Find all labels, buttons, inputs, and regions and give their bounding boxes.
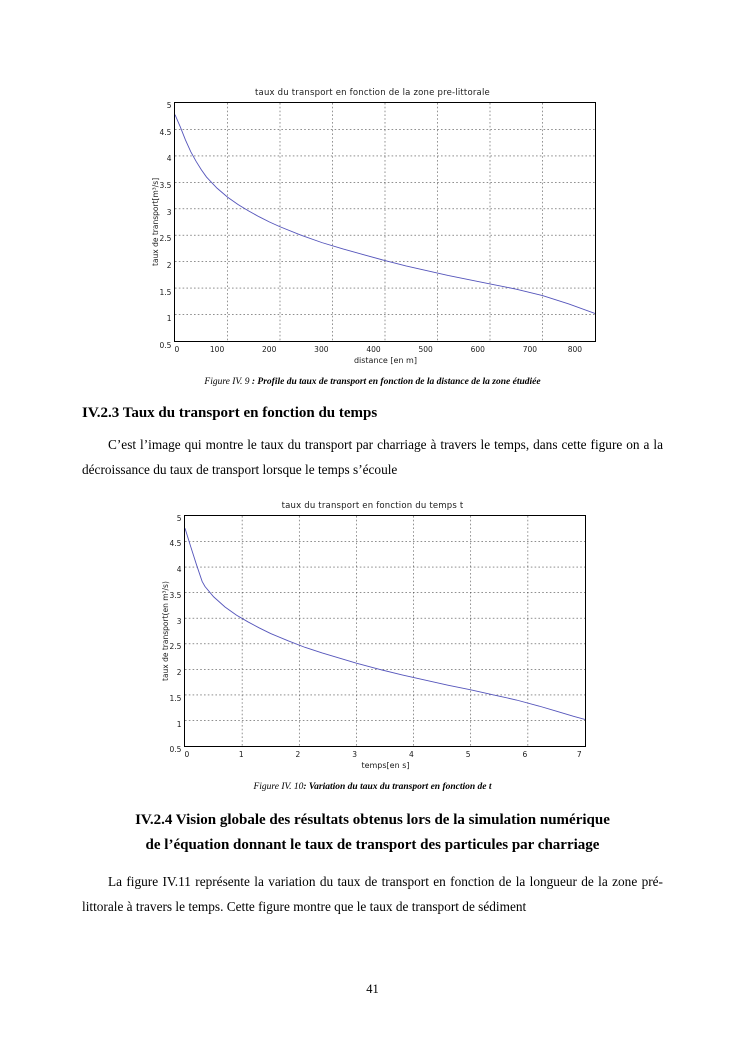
chart-1-yticks: 5 4.5 4 3.5 3 2.5 2 1.5 1 0.5 [159,101,172,350]
chart-2-plot-row [159,515,587,770]
figure-9-caption-text: : Profile du taux de transport en fonction de la distance de la zone étudiée [251,377,541,387]
chart-1 [149,88,597,365]
xtick: 0 [184,749,190,759]
xtick: 600 [470,345,485,354]
xtick: 4 [409,749,414,759]
xtick: 300 [314,345,329,354]
chart-2-xticks [184,747,586,759]
figure-9-block [82,88,663,387]
chart-2-yticks: 5 4.5 4 3.5 3 2.5 2 1.5 1 0.5 [169,513,182,755]
chart-2-ylabel: taux de transport(en m³/s) [160,580,170,681]
chart-2-canvas [185,516,585,746]
chart-2-axes [184,515,586,747]
xtick: 800 [567,345,583,354]
figure-9-caption-prefix: Figure IV. 9 [204,377,252,387]
paragraph-iv-2-3-text: C’est l’image qui montre le taux du transport par charriage à travers le temps, dans cette figure on a la décroissance du taux de transport lorsque le temps s’écoule [82,437,663,478]
paragraph-iv-2-4-text: La figure IV.11 représente la variation du taux de transport en fonction de la longueur de la zone pré-littorale à travers le temps. Cette figure montre que le taux de transport de sédiment [82,873,663,914]
page-number: 41 [366,982,379,996]
figure-9-caption [204,377,540,387]
figure-10-caption [253,782,491,792]
xtick: 5 [465,749,471,759]
chart-1-plot-row [149,102,597,365]
chart-1-xticks [174,342,596,354]
paragraph-iv-2-3 [82,432,663,483]
xtick: 100 [209,345,225,354]
top-spacer [82,0,663,88]
xtick: 400 [366,345,381,354]
xtick: 700 [522,345,538,354]
chart-2-title: taux du transport en fonction du temps t [281,500,464,511]
chart-2 [159,501,587,770]
heading-iv-2-4 [82,808,663,859]
figure-10-caption-text: : Variation du taux du transport en fonction de t [303,781,492,792]
chart-1-title: taux du transport en fonction de la zone pre-littorale [255,88,490,98]
xtick: 7 [576,749,582,759]
heading-iv-2-4-line2: de l’équation donnant le taux de transport des particules par charriage [145,837,600,853]
xtick: 0 [174,345,180,354]
xtick: 200 [262,345,277,354]
figure-10-block [82,501,663,792]
chart-1-canvas [175,103,595,341]
xtick: 3 [352,749,358,759]
xtick: 1 [238,749,244,759]
chart-2-xlabel: temps[en s] [361,760,410,770]
figure-10-caption-prefix: Figure IV. 10 [253,781,304,792]
chart-1-ylabel: taux de transport[m³/s] [150,177,160,267]
chart-1-xlabel: distance [en m] [353,356,417,365]
heading-iv-2-4-line1: IV.2.4 Vision globale des résultats obtenus lors de la simulation numérique [135,811,610,828]
xtick: 2 [295,749,301,759]
xtick: 500 [418,345,433,354]
xtick: 6 [522,749,528,759]
heading-iv-2-3: IV.2.3 Taux du transport en fonction du temps [82,405,378,421]
chart-1-axes [174,102,596,342]
paragraph-iv-2-4 [82,869,663,920]
